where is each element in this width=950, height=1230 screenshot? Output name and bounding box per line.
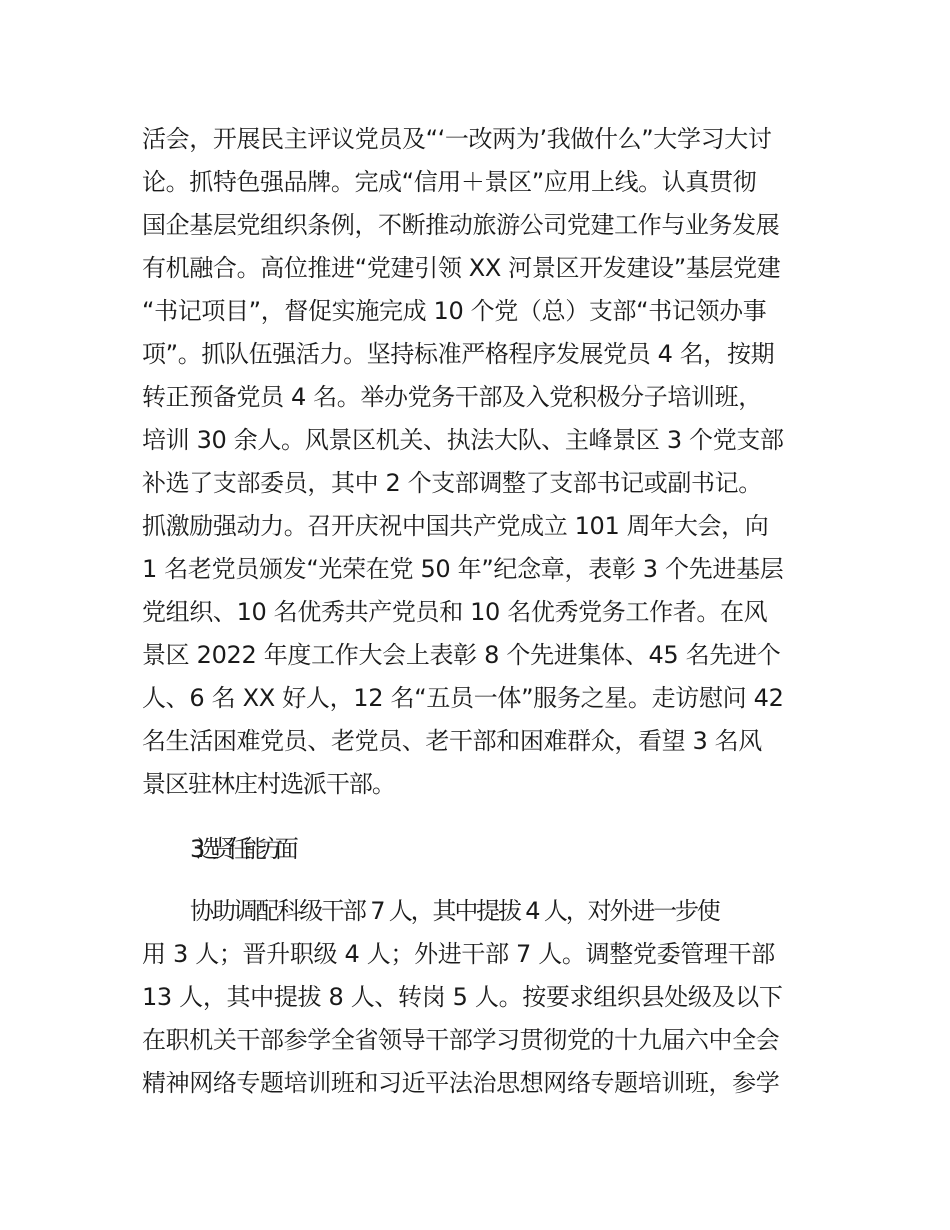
- text-line: 1 名老党员颁发“光荣在党 50 年”纪念章，表彰 3 个先进基层: [142, 555, 784, 583]
- text-line: 13 人，其中提拔 8 人、转岗 5 人。按要求组织县处级及以下: [142, 983, 783, 1011]
- text-line: 人、6 名 XX 好人，12 名“五员一体”服务之星。走访慰问 42: [142, 684, 784, 712]
- text-line: 补选了支部委员，其中 2 个支部调整了支部书记或副书记。: [142, 469, 762, 497]
- text-line: 在职机关干部参学全省领导干部学习贯彻党的十九届六中全会: [142, 1026, 780, 1054]
- text-line: 转正预备党员 4 名。举办党务干部及入党积极分子培训班，: [142, 383, 762, 411]
- text-line: 抓激励强动力。召开庆祝中国共产党成立 101 周年大会，向: [142, 512, 769, 540]
- text-line: 党组织、10 名优秀共产党员和 10 名优秀党务工作者。在风: [142, 598, 768, 626]
- text-line: 培训 30 余人。风景区机关、执法大队、主峰景区 3 个党支部: [142, 426, 784, 454]
- text-line: 精神网络专题培训班和习近平法治思想网络专题培训班，参学: [142, 1069, 780, 1097]
- text-line: 论。抓特色强品牌。完成“信用＋景区”应用上线。认真贯彻: [142, 168, 757, 196]
- text-line: “书记项目”，督促实施完成 10 个党（总）支部“书记领办事: [142, 297, 767, 325]
- text-line: 国企基层党组织条例，不断推动旅游公司党建工作与业务发展: [142, 211, 780, 239]
- text-line: 有机融合。高位推进“党建引领 XX 河景区开发建设”基层党建: [142, 254, 781, 282]
- text-line: 景区驻林庄村选派干部。: [142, 770, 395, 798]
- text-line: 景区 2022 年度工作大会上表彰 8 个先进集体、45 名先进个: [142, 641, 781, 669]
- section-heading: 3.选贤任能方面: [190, 835, 291, 863]
- text-line: 协助调配科级干部 7 人，其中提拔 4 人，对外进一步使: [190, 897, 719, 925]
- text-line: 活会，开展民主评议党员及“‘一改两为’我做什么”大学习大讨: [142, 125, 772, 153]
- text-line: 名生活困难党员、老党员、老干部和困难群众，看望 3 名风: [142, 727, 762, 755]
- text-line: 用 3 人；晋升职级 4 人；外进干部 7 人。调整党委管理干部: [142, 940, 775, 968]
- text-line: 项”。抓队伍强活力。坚持标准严格程序发展党员 4 名，按期: [142, 340, 775, 368]
